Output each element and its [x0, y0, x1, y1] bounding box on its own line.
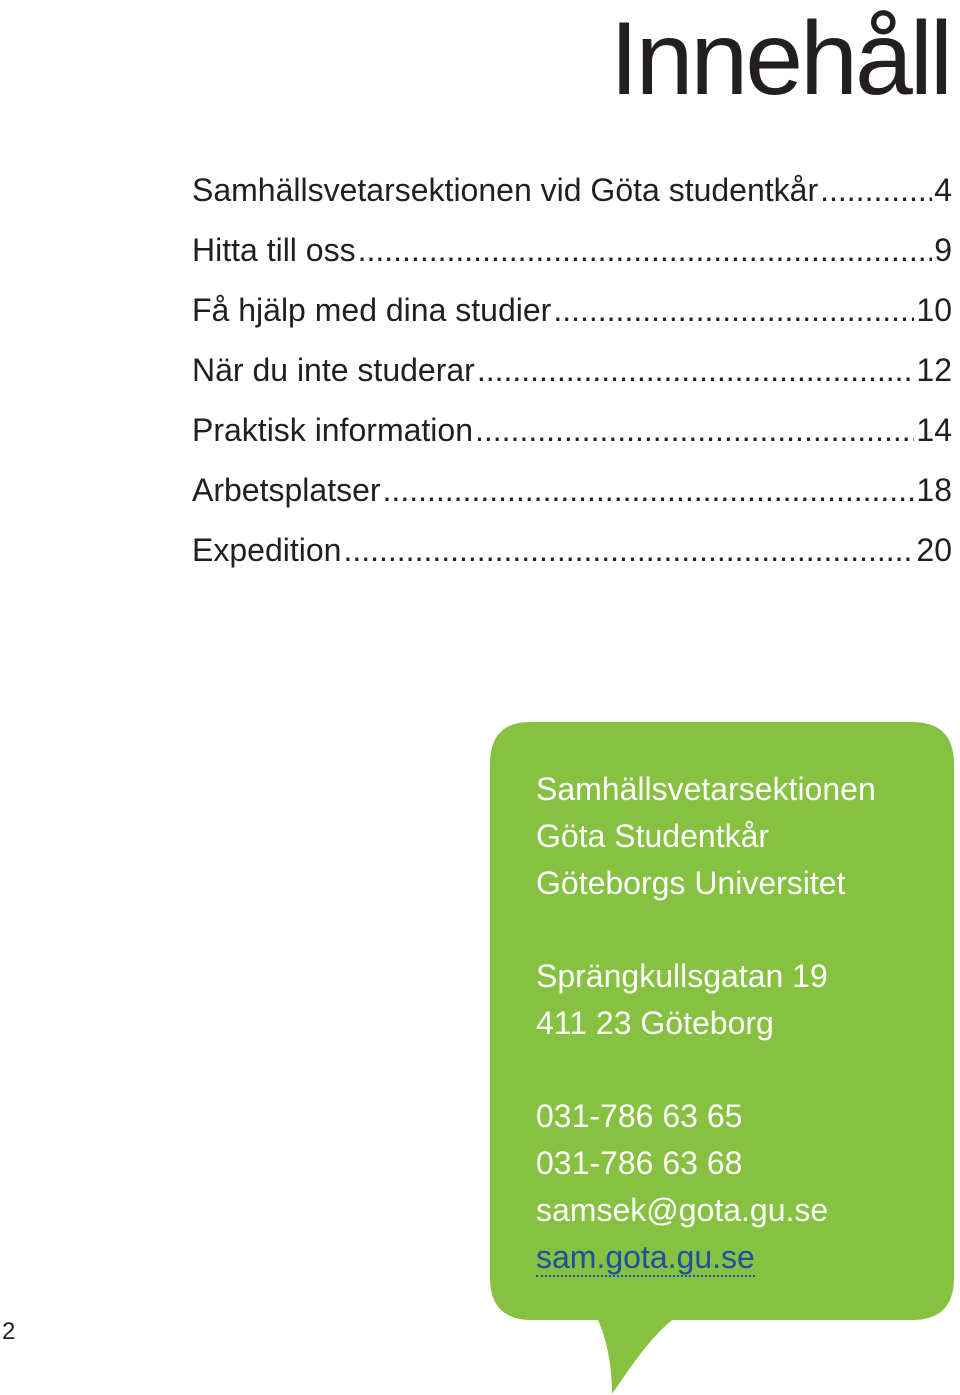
toc-entry-label: När du inte studerar — [192, 352, 475, 388]
toc-entry-label: Få hjälp med dina studier — [192, 292, 552, 328]
toc-entry-page: 4 — [934, 172, 952, 208]
phone-number-1: 031-786 63 65 — [536, 1098, 743, 1134]
toc-entry-label: Praktisk information — [192, 412, 473, 448]
website-link[interactable]: sam.gota.gu.se — [536, 1239, 755, 1275]
toc-entry-page: 18 — [916, 472, 952, 508]
page-number: 2 — [2, 1318, 16, 1345]
contact-info — [536, 766, 946, 1281]
toc-entry-page: 20 — [916, 532, 952, 568]
toc-entry-page: 10 — [916, 292, 952, 328]
street-address: Sprängkullsgatan 19 — [536, 958, 828, 994]
toc-entry-label: Hitta till oss — [192, 232, 356, 268]
page-title: Innehåll — [609, 1, 950, 117]
postal-address: 411 23 Göteborg — [536, 1005, 774, 1041]
toc-entry-page: 14 — [916, 412, 952, 448]
phone-number-2: 031-786 63 68 — [536, 1145, 743, 1181]
student-union-name: Göta Studentkår — [536, 818, 770, 854]
toc-entry-label: Expedition — [192, 532, 342, 568]
toc-entry-label: Arbetsplatser — [192, 472, 381, 508]
organization-name: Samhällsvetarsektionen — [536, 771, 876, 807]
toc-entry-page: 12 — [916, 352, 952, 388]
toc-entry-label: Samhällsvetarsektionen vid Göta studentkår — [192, 172, 819, 208]
email-address[interactable]: samsek@gota.gu.se — [536, 1192, 829, 1228]
toc-entry-page: 9 — [934, 232, 952, 268]
university-name: Göteborgs Universitet — [536, 865, 846, 901]
